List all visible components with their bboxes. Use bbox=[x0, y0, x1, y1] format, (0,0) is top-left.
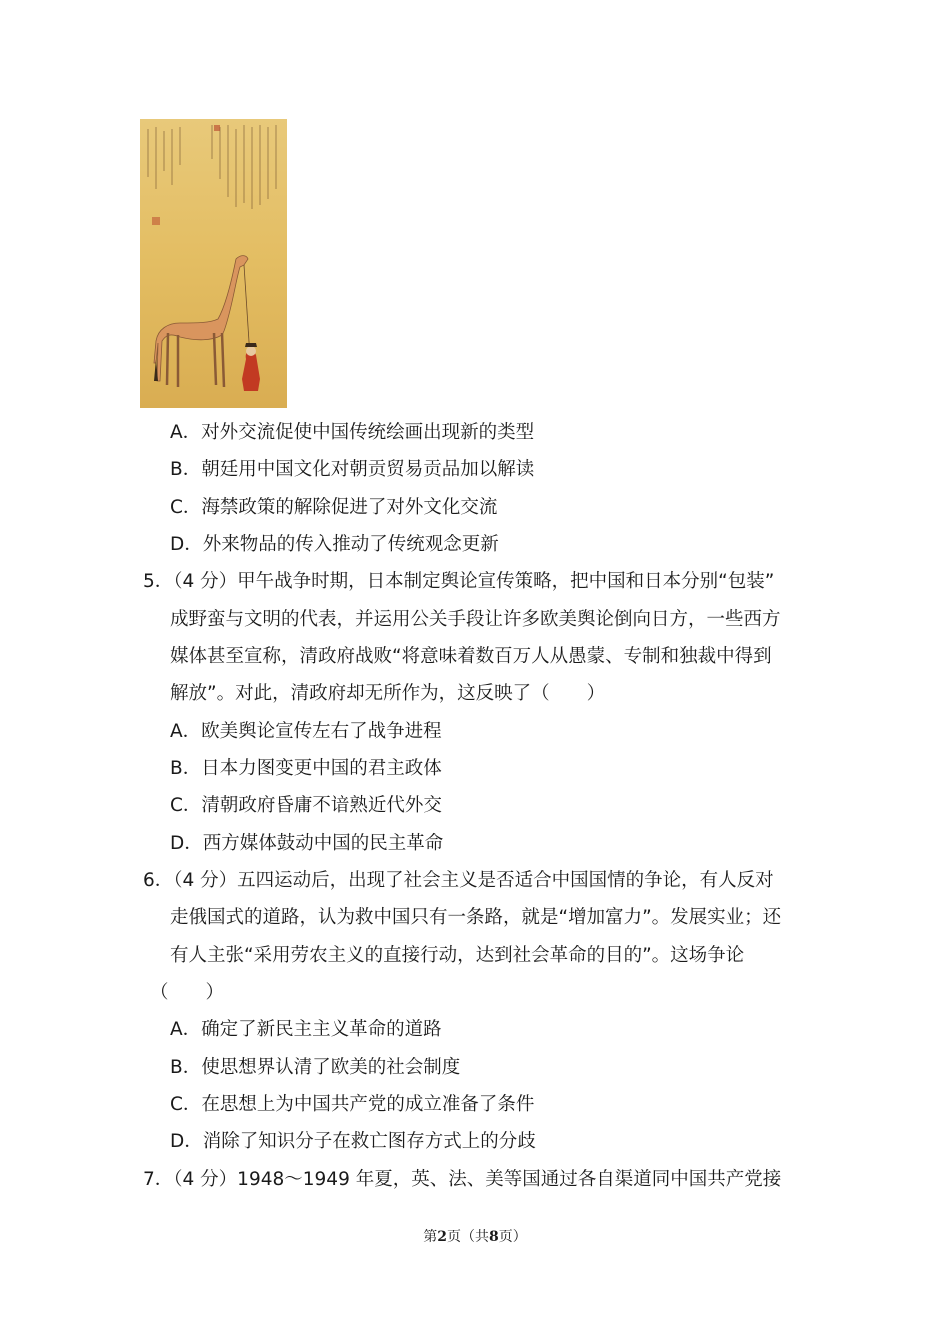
q7-stem-line-1: 7．（4 分）1948～1949 年夏，英、法、美等国通过各自渠道同中国共产党接 bbox=[143, 1169, 782, 1190]
q5-stem-line-3: 媒体甚至宣称，清政府战败“将意味着数百万人从愚蒙、专制和独裁中得到 bbox=[170, 646, 772, 667]
q4-option-a: A．对外交流促使中国传统绘画出现新的类型 bbox=[170, 422, 535, 443]
q5-option-b: B．日本力图变更中国的君主政体 bbox=[170, 758, 442, 779]
giraffe-painting bbox=[140, 119, 287, 408]
q4-option-b: B．朝廷用中国文化对朝贡贸易贡品加以解读 bbox=[170, 459, 535, 480]
q6-stem-line-2: 走俄国式的道路，认为救中国只有一条路，就是“增加富力”。发展实业；还 bbox=[170, 907, 782, 928]
q4-option-d: D．外来物品的传入推动了传统观念更新 bbox=[170, 534, 499, 555]
q5-option-c: C．清朝政府昏庸不谙熟近代外交 bbox=[170, 795, 442, 816]
q4-option-c: C．海禁政策的解除促进了对外文化交流 bbox=[170, 497, 498, 518]
q6-option-d: D．消除了知识分子在救亡图存方式上的分歧 bbox=[170, 1131, 536, 1152]
page-footer bbox=[0, 1228, 950, 1246]
q6-stem-line-3: 有人主张“采用劳农主义的直接行动，达到社会革命的目的”。这场争论 bbox=[170, 945, 745, 966]
q6-stem-line-1: 6．（4 分）五四运动后，出现了社会主义是否适合中国国情的争论，有人反对 bbox=[143, 870, 774, 891]
q5-stem-line-2: 成野蛮与文明的代表，并运用公关手段让许多欧美舆论倒向日方，一些西方 bbox=[170, 609, 781, 630]
footer-suffix: 页） bbox=[498, 1229, 527, 1245]
footer-page-number: 2 bbox=[437, 1229, 447, 1245]
q6-option-a: A．确定了新民主主义革命的道路 bbox=[170, 1019, 442, 1040]
q6-option-c: C．在思想上为中国共产党的成立准备了条件 bbox=[170, 1094, 535, 1115]
q5-stem-line-1: 5．（4 分）甲午战争时期，日本制定舆论宣传策略，把中国和日本分别“包装” bbox=[143, 571, 775, 592]
footer-mid: 页（共 bbox=[447, 1229, 489, 1245]
footer-prefix: 第 bbox=[423, 1229, 438, 1245]
q5-stem-line-4: 解放”。对此，清政府却无所作为，这反映了（ ） bbox=[170, 683, 606, 704]
q6-option-b: B．使思想界认清了欧美的社会制度 bbox=[170, 1057, 461, 1078]
q5-option-d: D．西方媒体鼓动中国的民主革命 bbox=[170, 833, 444, 854]
footer-total-pages: 8 bbox=[489, 1229, 499, 1245]
q5-option-a: A．欧美舆论宣传左右了战争进程 bbox=[170, 721, 442, 742]
q6-stem-line-4: （ ） bbox=[150, 982, 225, 1003]
